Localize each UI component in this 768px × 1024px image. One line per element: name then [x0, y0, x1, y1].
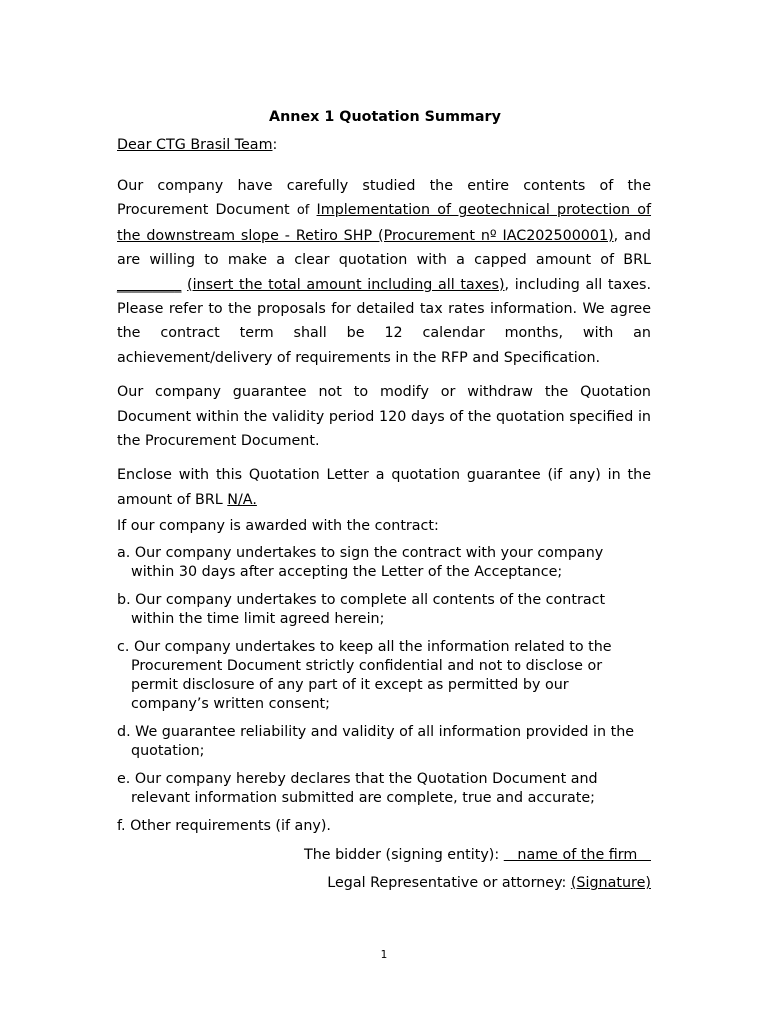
salutation	[117, 135, 651, 155]
salutation-name: Dear CTG Brasil Team	[117, 137, 273, 153]
list-item: a. Our company undertakes to sign the contract with your company within 30 days after accepting the Letter of the Acceptance;	[117, 545, 604, 581]
p3-text: Enclose with this Quotation Letter a quotation guarantee (if any) in the amount of BRL	[117, 467, 651, 508]
legal-label: Legal Representative or attorney:	[327, 875, 571, 892]
salutation-colon: :	[272, 137, 278, 153]
undertakings-list	[117, 544, 651, 836]
list-item: e. Our company hereby declares that the Quotation Document and relevant information submitted are complete, true and accurate;	[117, 771, 598, 807]
project-name: Implementation of geotechnical protection of the downstream slope - Retiro SHP (Procurement nº IAC202500001)	[117, 202, 652, 244]
document-title: Annex 1 Quotation Summary	[269, 109, 501, 125]
paragraph-quotation	[117, 174, 651, 370]
bidder-line	[117, 845, 651, 865]
p1-text-1: Our company have carefully studied the entire contents of the Procurement Document	[117, 178, 651, 219]
p1-text-3: , including all taxes. Please refer to the proposals for detailed tax rates information. We agree the contract term shall be 12 calendar months, with an achievement/delivery of requirements in the RFP and Specification.	[117, 276, 652, 366]
paragraph-guarantee: Our company guarantee not to modify or withdraw the Quotation Document within the validity period 120 days of the quotation specified in the Procurement Document.	[117, 384, 651, 450]
p1-space	[309, 202, 316, 218]
guarantee-amount: N/A.	[227, 491, 257, 508]
amount-instruction: (insert the total amount including all taxes)	[187, 276, 505, 293]
legal-line	[117, 873, 651, 893]
bidder-value: name of the firm	[503, 847, 651, 864]
p1-of: of	[296, 203, 310, 219]
p1-text-2: , and are willing to make a clear quotation with a capped amount of BRL	[117, 227, 651, 269]
bidder-label: The bidder (signing entity):	[303, 847, 504, 864]
amount-blank: _________	[117, 276, 182, 293]
list-item: d. We guarantee reliability and validity of all information provided in the quotation;	[117, 724, 635, 760]
list-item: c. Our company undertakes to keep all the information related to the Procurement Document strictly confidential and not to disclose or permit disclosure of any part of it except as permitted by our company’s written consent;	[117, 639, 612, 713]
signature-value: (Signature)	[570, 875, 651, 892]
document-body	[117, 107, 651, 893]
list-item: b. Our company undertakes to complete all contents of the contract within the time limit agreed herein;	[117, 592, 606, 628]
awarded-intro: If our company is awarded with the contract:	[117, 518, 439, 535]
page-number: 1	[380, 949, 388, 961]
list-item: f. Other requirements (if any).	[117, 818, 331, 835]
paragraph-enclose	[117, 463, 651, 512]
